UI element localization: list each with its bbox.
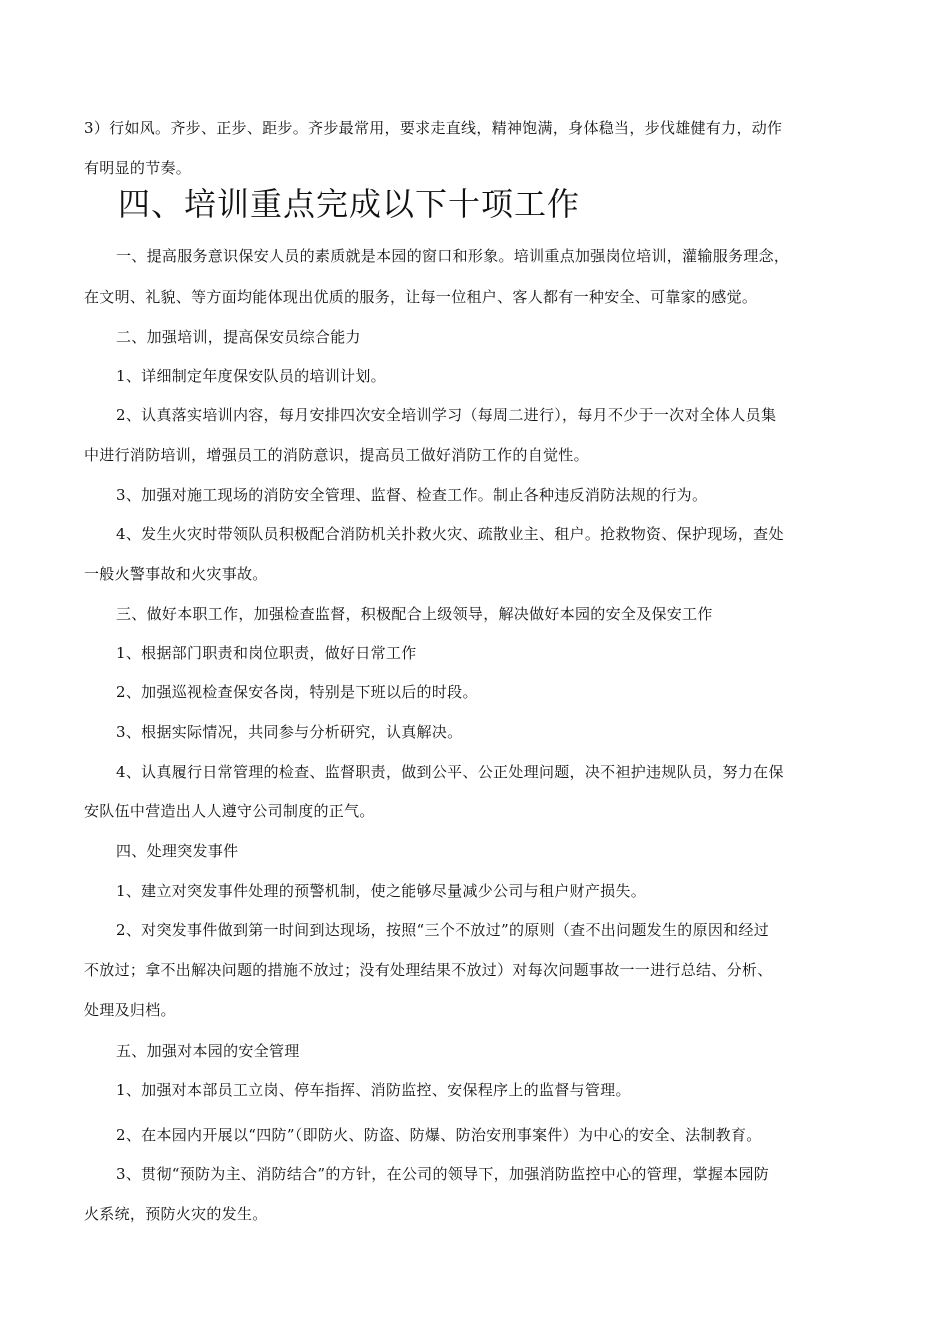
subsection-title: 三、做好本职工作，加强检查监督，积极配合上级领导，解决做好本园的安全及保安工作 bbox=[116, 605, 713, 623]
paragraph-line: 3）行如风。齐步、正步、距步。齐步最常用，要求走直线，精神饱满，身体稳当，步伐雄健有力，动作 bbox=[84, 119, 783, 137]
paragraph-line: 3、加强对施工现场的消防安全管理、监督、检查工作。制止各种违反消防法规的行为。 bbox=[116, 486, 708, 504]
paragraph-line: 2、加强巡视检查保安各岗，特别是下班以后的时段。 bbox=[116, 683, 478, 701]
paragraph-line: 2、认真落实培训内容，每月安排四次安全培训学习（每周二进行），每月不少于一次对全体人员集 bbox=[116, 406, 777, 424]
paragraph-line: 中进行消防培训，增强员工的消防意识，提高员工做好消防工作的自觉性。 bbox=[84, 446, 589, 464]
paragraph-line: 在文明、礼貌、等方面均能体现出优质的服务，让每一位租户、客人都有一种安全、可靠家的感觉。 bbox=[84, 288, 758, 306]
paragraph-line: 4、发生火灾时带领队员积极配合消防机关扑救火灾、疏散业主、租户。抢救物资、保护现场，查处 bbox=[116, 525, 784, 543]
paragraph-line: 1、加强对本部员工立岗、停车指挥、消防监控、安保程序上的监督与管理。 bbox=[116, 1081, 631, 1099]
paragraph-line: 2、对突发事件做到第一时间到达现场，按照“三个不放过”的原则（查不出问题发生的原因和经过 bbox=[116, 921, 770, 939]
paragraph-line: 1、详细制定年度保安队员的培训计划。 bbox=[116, 367, 386, 385]
subsection-title: 二、加强培训，提高保安员综合能力 bbox=[116, 328, 361, 346]
subsection-title: 四、处理突发事件 bbox=[116, 842, 239, 860]
section-heading: 四、培训重点完成以下十项工作 bbox=[118, 185, 581, 223]
paragraph-line: 3、根据实际情况，共同参与分析研究，认真解决。 bbox=[116, 723, 463, 741]
paragraph-line: 安队伍中营造出人人遵守公司制度的正气。 bbox=[84, 802, 375, 820]
paragraph-line: 1、根据部门职责和岗位职责，做好日常工作 bbox=[116, 644, 417, 662]
paragraph-line: 2、在本园内开展以“四防”（即防火、防盗、防爆、防治安刑事案件）为中心的安全、法制教育。 bbox=[116, 1126, 762, 1144]
subsection-title: 五、加强对本园的安全管理 bbox=[116, 1042, 300, 1060]
paragraph-line: 一般火警事故和火灾事故。 bbox=[84, 565, 268, 583]
paragraph-line: 不放过；拿不出解决问题的措施不放过；没有处理结果不放过）对每次问题事故一一进行总结、分析、 bbox=[84, 961, 773, 979]
paragraph-line: 4、认真履行日常管理的检查、监督职责，做到公平、公正处理问题，决不袒护违规队员，努力在保 bbox=[116, 763, 784, 781]
paragraph-line: 处理及归档。 bbox=[84, 1001, 176, 1019]
paragraph-line: 火系统，预防火灾的发生。 bbox=[84, 1205, 268, 1223]
paragraph-line: 3、贯彻“预防为主、消防结合”的方针，在公司的领导下，加强消防监控中心的管理，掌握本园防 bbox=[116, 1165, 770, 1183]
paragraph-line: 有明显的节奏。 bbox=[84, 159, 192, 177]
paragraph-line: 1、建立对突发事件处理的预警机制，使之能够尽量减少公司与租户财产损失。 bbox=[116, 882, 647, 900]
paragraph-line: 一、提高服务意识保安人员的素质就是本园的窗口和形象。培训重点加强岗位培训，灌输服务理念， bbox=[116, 247, 790, 265]
